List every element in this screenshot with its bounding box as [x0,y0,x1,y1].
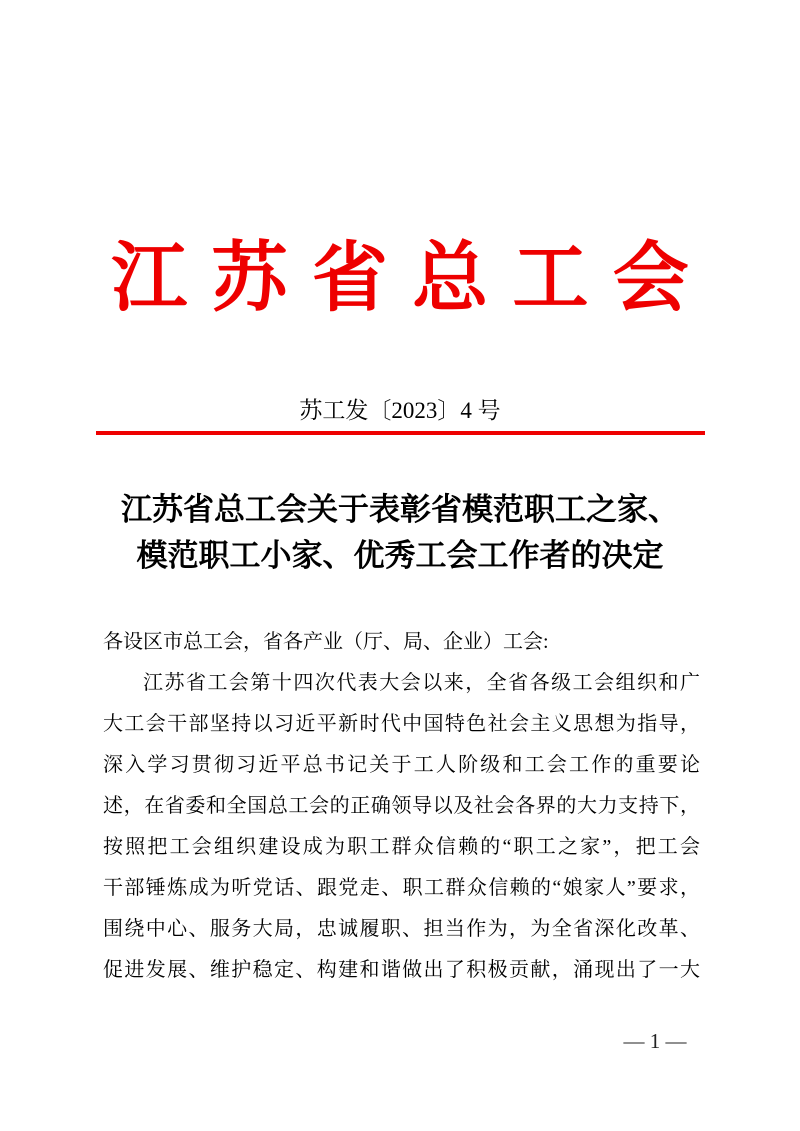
body-line: 深入学习贯彻习近平总书记关于工人阶级和工会工作的重要论 [103,754,700,776]
salutation-line: 各设区市总工会，省各产业（厅、局、企业）工会: [103,631,549,653]
body-line: 促进发展、维护稳定、构建和谐做出了积极贡献，涌现出了一大 [103,959,700,981]
body-line: 述，在省委和全国总工会的正确领导以及社会各界的大力支持下， [103,795,700,817]
page-number: — 1 — [623,1029,687,1053]
document-title-line1: 江苏省总工会关于表彰省模范职工之家、 [121,492,679,527]
body-line: 大工会干部坚持以习近平新时代中国特色社会主义思想为指导， [103,713,700,735]
body-line: 干部锤炼成为听党话、跟党走、职工群众信赖的“娘家人”要求， [103,877,700,899]
red-divider-line [96,431,705,435]
body-paragraph [103,622,700,991]
document-number: 苏工发〔2023〕4 号 [299,398,501,423]
document-title-line2: 模范职工小家、优秀工会工作者的决定 [136,538,664,573]
masthead-title: 江苏省总工会 [111,237,714,321]
body-line: 江苏省工会第十四次代表大会以来，全省各级工会组织和广 [143,672,700,694]
document-title [60,487,740,579]
body-line: 围绕中心、服务大局，忠诚履职、担当作为，为全省深化改革、 [103,918,700,940]
body-line: 按照把工会组织建设成为职工群众信赖的“职工之家”，把工会 [103,836,700,858]
